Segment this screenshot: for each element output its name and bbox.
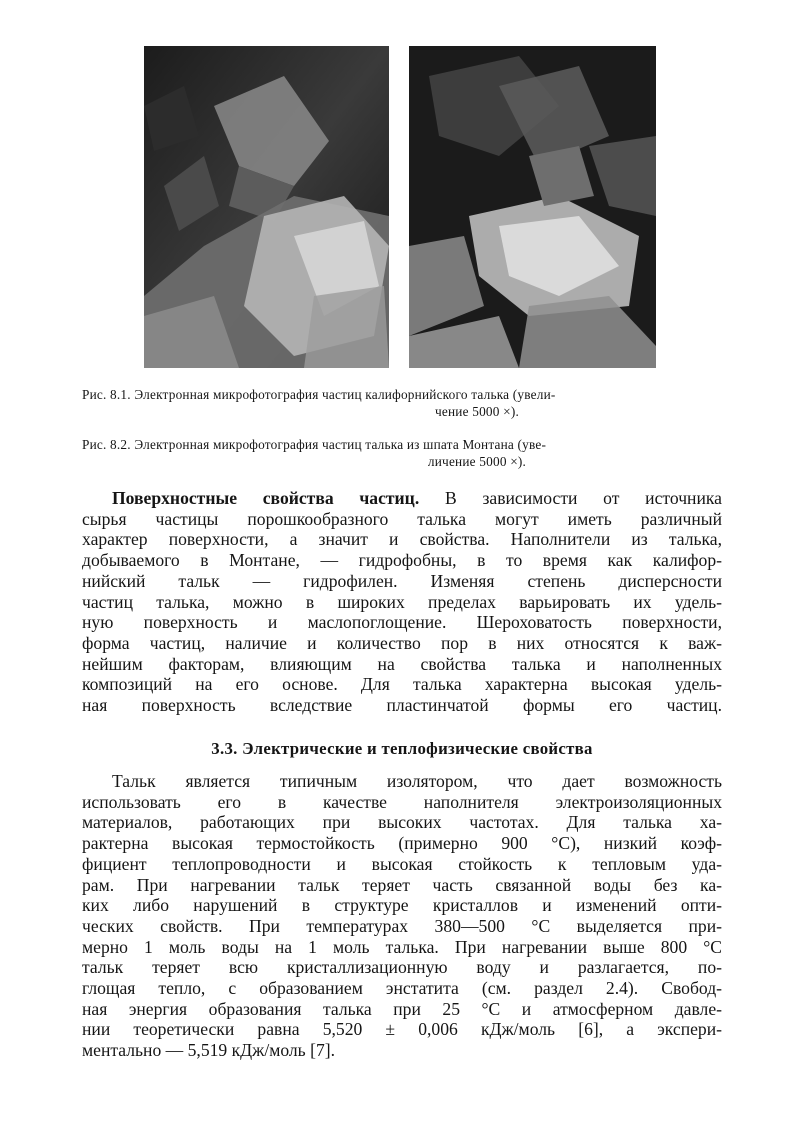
text-line: рактерна высокая термостойкость (примерно 900 °С), низкий коэф- <box>82 833 722 854</box>
text-line: материалов, работающих при высоких частотах. Для талька ха- <box>82 812 722 833</box>
paragraph-electrical-thermal <box>82 771 722 1061</box>
text-line: фициент теплопроводности и высокая стойкость к тепловым уда- <box>82 853 722 874</box>
text-line: нейшим факторам, влияющим на свойства талька и наполненных <box>82 653 722 674</box>
text-line: сырья частицы порошкообразного талька могут иметь различный <box>82 508 722 529</box>
section-heading: 3.3. Электрические и теплофизические свойства <box>211 739 593 758</box>
caption-line: чение 5000 ×). <box>434 404 520 419</box>
micrograph-image-2 <box>409 46 656 368</box>
caption-line: Рис. 8.1. Электронная микрофотография частиц калифорнийского талька (увели- <box>82 387 556 402</box>
text-line: использовать его в качестве наполнителя электроизоляционных <box>82 791 722 812</box>
text-line: ких либо нарушений в структуре кристаллов и изменений опти- <box>82 895 722 916</box>
text-line: нийский тальк — гидрофилен. Изменяя степень дисперсности <box>82 570 722 591</box>
text-line: ная энергия образования талька при 25 °С и атмосферном давле- <box>82 998 722 1019</box>
text-line: рам. При нагревании тальк теряет часть связанной воды без ка- <box>82 874 722 895</box>
text-line: нии теоретически равна 5,520 ± 0,006 кДж/моль [6], а экспери- <box>82 1019 722 1040</box>
paragraph-lead: Поверхностные свойства частиц. <box>112 488 420 508</box>
text-line: ментально — 5,519 кДж/моль [7]. <box>82 1040 336 1061</box>
figure-caption-8-2 <box>82 436 722 470</box>
caption-line: личение 5000 ×). <box>427 454 527 469</box>
text-line: композиций на его основе. Для талька характерна высокая удель- <box>82 674 722 695</box>
text-line: тальк теряет всю кристаллизационную воду и разлагается, по- <box>82 957 722 978</box>
text-fragment: В зависимости от источника <box>419 488 722 508</box>
text-line: ную поверхность и маслопоглощение. Шероховатость поверхности, <box>82 612 722 633</box>
text-line: форма частиц, наличие и количество пор в них относятся к важ- <box>82 632 722 653</box>
text-line <box>82 488 722 509</box>
text-line: добываемого в Монтане, — гидрофобны, в то время как калифор- <box>82 550 722 571</box>
text-line: Тальк является типичным изолятором, что дает возможность <box>112 771 722 791</box>
paragraph-surface-properties <box>82 488 722 716</box>
text-line: частиц талька, можно в широких пределах варьировать их удель- <box>82 591 722 612</box>
micrograph-image-1 <box>144 46 389 368</box>
caption-line: Рис. 8.2. Электронная микрофотография частиц талька из шпата Монтана (уве- <box>82 437 547 452</box>
text-line: характер поверхности, а значит и свойства. Наполнители из талька, <box>82 529 722 550</box>
text-line: глощая тепло, с образованием энстатита (см. раздел 2.4). Свобод- <box>82 978 722 999</box>
text-line: ческих свойств. При температурах 380—500 °С выделяется при- <box>82 915 722 936</box>
micrograph-california-talc <box>144 46 389 368</box>
text-line: ная поверхность вследствие пластинчатой формы его частиц. <box>82 695 722 716</box>
figure-caption-8-1 <box>82 386 722 420</box>
text-line: мерно 1 моль воды на 1 моль талька. При нагревании выше 800 °С <box>82 936 722 957</box>
micrograph-montana-talc <box>409 46 656 368</box>
